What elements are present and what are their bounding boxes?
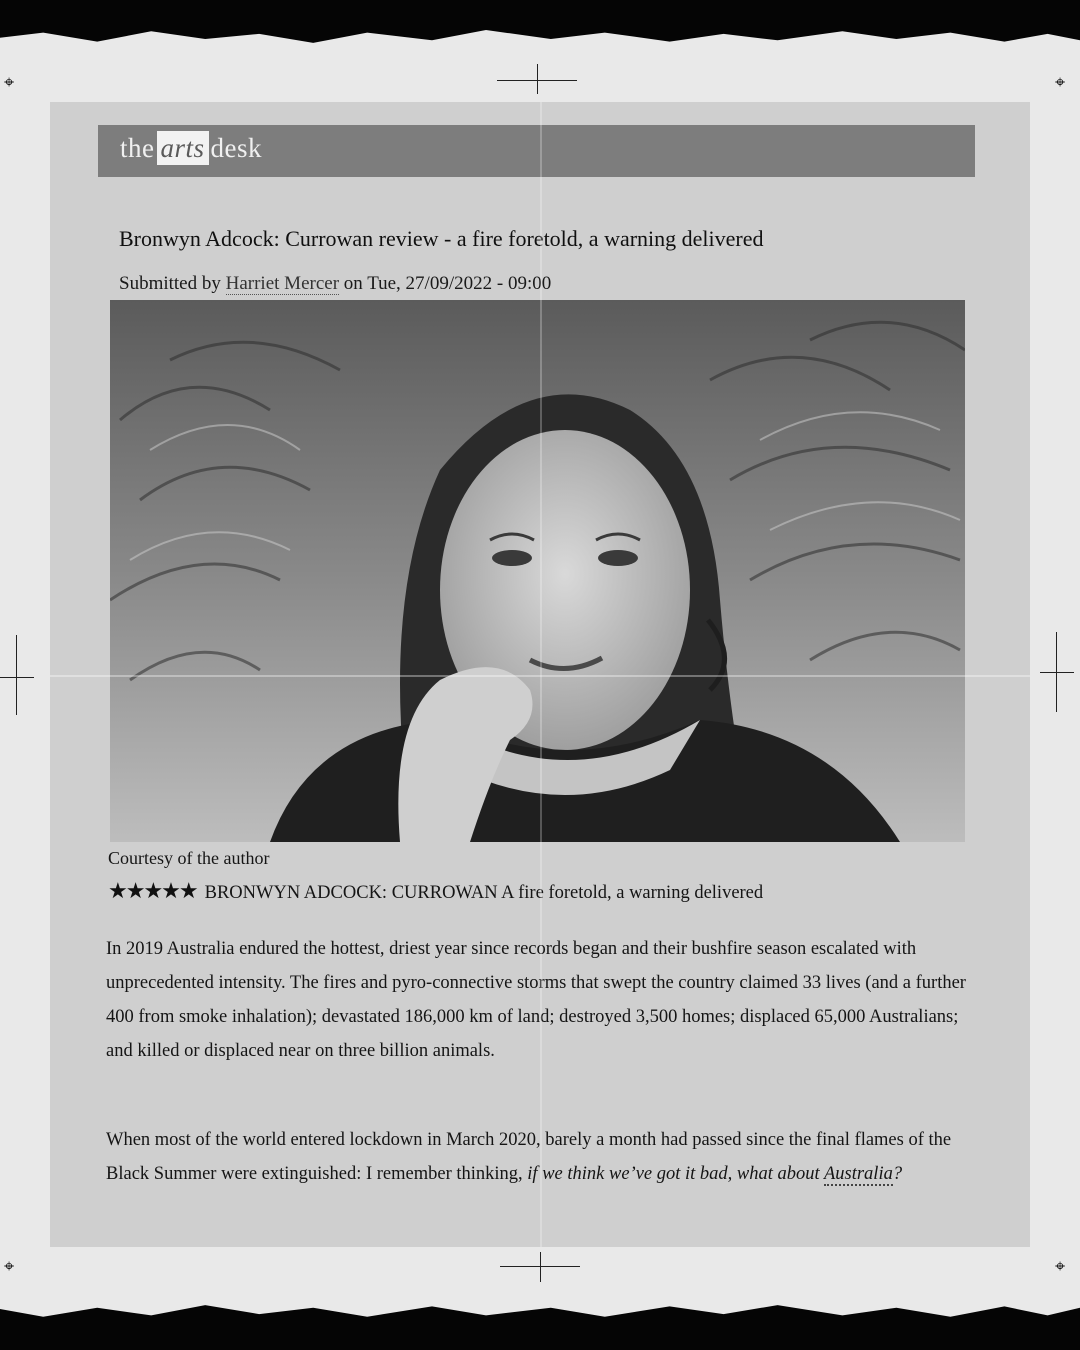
logo-text-desk: desk	[210, 133, 263, 163]
paragraph-text: When most of the world entered lockdown in March 2020, barely a month had passed since the final flames of the Black Summer were extinguished: I remember thinking,	[106, 1130, 952, 1184]
body-paragraph	[106, 1123, 966, 1191]
crop-mark	[537, 64, 538, 94]
byline-prefix: Submitted by	[119, 273, 221, 294]
site-logo[interactable]	[120, 131, 262, 165]
rating-text: BRONWYN ADCOCK: CURROWAN A fire foretold, a warning delivered	[204, 883, 764, 903]
crop-mark	[540, 1252, 541, 1282]
crop-mark	[16, 635, 17, 715]
paragraph-end: ?	[892, 1164, 903, 1184]
paper-fold	[50, 675, 1030, 677]
crop-mark	[0, 677, 34, 678]
photo-caption: Courtesy of the author	[108, 848, 270, 868]
crop-mark	[1056, 632, 1057, 712]
registration-mark-icon: ⌖	[1055, 1256, 1066, 1277]
australia-link[interactable]: Australia	[823, 1164, 893, 1184]
registration-mark-icon: ⌖	[4, 72, 15, 93]
paragraph-italic: if we think we’ve got it bad, what about	[527, 1164, 824, 1184]
registration-mark-icon: ⌖	[1055, 72, 1066, 93]
star-rating-icon: ★★★★★	[108, 878, 197, 903]
logo-text-arts: arts	[157, 131, 209, 165]
registration-mark-icon: ⌖	[4, 1256, 15, 1277]
logo-text-the: the	[120, 133, 155, 163]
site-masthead	[98, 125, 975, 177]
author-photo	[110, 300, 965, 842]
author-link[interactable]: Harriet Mercer	[225, 273, 340, 294]
crop-mark	[1040, 672, 1074, 673]
byline-date: on Tue, 27/09/2022 - 09:00	[343, 273, 552, 294]
article-byline	[119, 273, 819, 295]
body-paragraph: In 2019 Australia endured the hottest, driest year since records began and their bushfire season escalated with unprecedented intensity. The fires and pyro-connective storms that swept the country claimed 33 lives (and a further 400 from smoke inhalation); devastated 186,000 km of land; destroyed 3,500 homes; displaced 65,000 Australians; and killed or displaced near on three billion animals.	[106, 939, 966, 1061]
rating-line	[108, 878, 763, 904]
article-title: Bronwyn Adcock: Currowan review - a fire foretold, a warning delivered	[119, 226, 764, 251]
